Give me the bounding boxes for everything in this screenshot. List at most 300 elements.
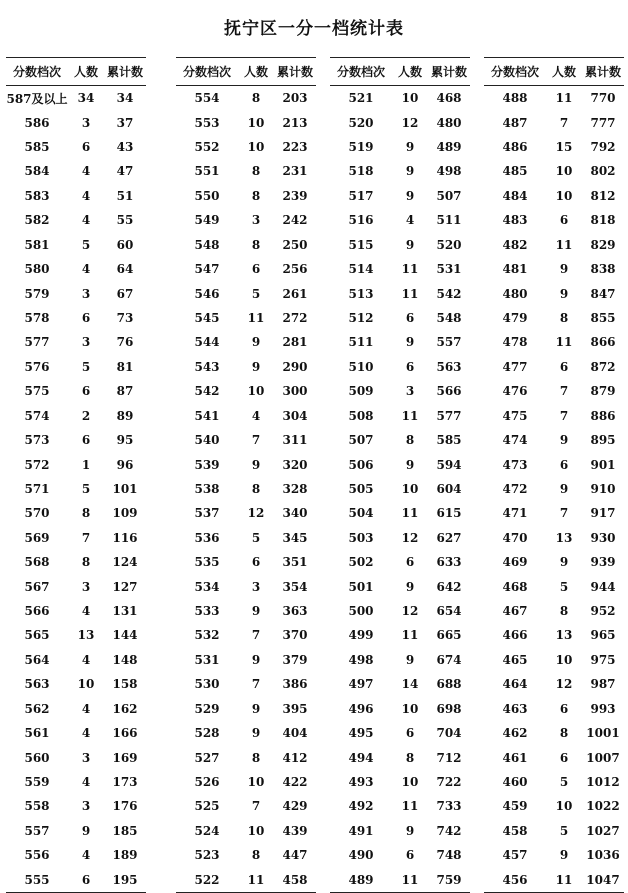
score-cell: 471	[502, 506, 528, 521]
cumulative-cell: 185	[112, 823, 138, 838]
cumulative-cell: 213	[282, 115, 308, 130]
table-row	[6, 159, 146, 183]
score-cell: 481	[502, 262, 528, 277]
cumulative-cell: 594	[436, 457, 462, 472]
score-cell: 473	[502, 457, 528, 472]
table-row	[176, 257, 316, 281]
count-cell: 3	[81, 750, 91, 765]
score-cell: 487	[502, 115, 528, 130]
score-cell: 573	[24, 433, 50, 448]
score-cell: 587及以上	[6, 91, 68, 106]
count-cell: 8	[251, 91, 261, 106]
count-cell: 10	[555, 652, 573, 667]
cumulative-cell: 176	[112, 799, 138, 814]
cumulative-cell: 256	[282, 262, 308, 277]
cumulative-cell: 1022	[586, 799, 620, 814]
score-cell: 492	[348, 799, 374, 814]
table-row	[484, 281, 624, 305]
cumulative-cell: 1047	[582, 868, 624, 893]
score-cell: 504	[348, 506, 374, 521]
cumulative-cell: 930	[590, 530, 616, 545]
score-cell: 581	[24, 237, 50, 252]
cumulative-cell: 231	[282, 164, 308, 179]
score-cell: 552	[194, 140, 220, 155]
score-cell: 576	[24, 359, 50, 374]
score-cell: 544	[194, 335, 220, 350]
table-row	[6, 794, 146, 818]
table-row	[330, 868, 470, 893]
cumulative-cell: 812	[590, 188, 616, 203]
table-row	[330, 379, 470, 403]
count-cell: 6	[559, 359, 569, 374]
count-cell: 7	[251, 677, 261, 692]
count-cell: 5	[559, 775, 569, 790]
cumulative-cell: 802	[590, 164, 616, 179]
score-cell: 523	[194, 848, 220, 863]
score-cell: 557	[24, 823, 50, 838]
cumulative-cell: 203	[282, 91, 308, 106]
table-row	[6, 355, 146, 379]
table-row	[6, 745, 146, 769]
cumulative-cell: 829	[590, 237, 616, 252]
score-cell: 580	[24, 262, 50, 277]
count-cell: 9	[405, 237, 415, 252]
count-cell: 15	[555, 140, 573, 155]
table-row	[484, 159, 624, 183]
header-score-band: 分数档次	[6, 58, 68, 86]
table-row	[484, 501, 624, 525]
score-cell: 537	[194, 506, 220, 521]
count-cell: 3	[81, 335, 91, 350]
count-cell: 6	[405, 848, 415, 863]
count-cell: 10	[247, 823, 265, 838]
cumulative-cell: 354	[282, 579, 308, 594]
cumulative-cell: 429	[282, 799, 308, 814]
score-cell: 535	[194, 555, 220, 570]
cumulative-cell: 144	[112, 628, 138, 643]
table-row	[6, 819, 146, 843]
count-cell: 8	[251, 848, 261, 863]
count-cell: 6	[81, 384, 91, 399]
table-row	[176, 281, 316, 305]
score-cell: 516	[348, 213, 374, 228]
cumulative-cell: 489	[436, 140, 462, 155]
score-cell: 477	[502, 359, 528, 374]
table-row	[484, 599, 624, 623]
table-row	[6, 184, 146, 208]
cumulative-cell: 520	[436, 237, 462, 252]
count-cell: 9	[405, 335, 415, 350]
table-row	[6, 550, 146, 574]
cumulative-cell: 47	[116, 164, 134, 179]
table-row	[6, 868, 146, 893]
cumulative-cell: 290	[282, 359, 308, 374]
count-cell: 5	[81, 237, 91, 252]
table-row	[330, 770, 470, 794]
score-cell: 499	[348, 628, 374, 643]
score-cell: 586	[24, 115, 50, 130]
count-cell: 9	[251, 359, 261, 374]
table-row	[6, 379, 146, 403]
score-cell: 458	[502, 823, 528, 838]
table-header-row	[330, 58, 470, 86]
count-cell: 4	[81, 164, 91, 179]
table-row	[6, 233, 146, 257]
cumulative-cell: 901	[590, 457, 616, 472]
count-cell: 11	[555, 237, 573, 252]
count-cell: 9	[405, 457, 415, 472]
count-cell: 10	[401, 701, 419, 716]
cumulative-cell: 95	[116, 433, 134, 448]
count-cell: 6	[405, 359, 415, 374]
table-row	[330, 574, 470, 598]
count-cell: 13	[555, 628, 573, 643]
count-cell: 9	[559, 555, 569, 570]
score-cell: 482	[502, 237, 528, 252]
cumulative-cell: 422	[282, 775, 308, 790]
count-cell: 8	[81, 555, 91, 570]
score-cell: 584	[24, 164, 50, 179]
table-row	[176, 208, 316, 232]
table-row	[330, 306, 470, 330]
table-row	[176, 819, 316, 843]
count-cell: 9	[405, 164, 415, 179]
cumulative-cell: 838	[590, 262, 616, 277]
count-cell: 6	[405, 726, 415, 741]
cumulative-cell: 704	[436, 726, 462, 741]
score-cell: 562	[24, 701, 50, 716]
score-cell: 517	[348, 188, 374, 203]
count-cell: 13	[77, 628, 95, 643]
count-cell: 10	[401, 775, 419, 790]
score-cell: 505	[348, 481, 374, 496]
score-cell: 512	[348, 311, 374, 325]
score-cell: 503	[348, 530, 374, 545]
count-cell: 8	[251, 164, 261, 179]
score-cell: 490	[348, 848, 374, 863]
score-cell: 559	[24, 775, 50, 790]
score-cell: 547	[194, 262, 220, 277]
score-cell: 567	[24, 579, 50, 594]
table-row	[484, 745, 624, 769]
score-cell: 484	[502, 188, 528, 203]
cumulative-cell: 498	[436, 164, 462, 179]
table-row	[6, 281, 146, 305]
table-row	[330, 403, 470, 427]
count-cell: 3	[81, 286, 91, 301]
score-table-4	[484, 57, 624, 893]
score-cell: 456	[484, 868, 546, 893]
cumulative-cell: 109	[112, 506, 138, 521]
score-cell: 485	[502, 164, 528, 179]
score-cell: 518	[348, 164, 374, 179]
table-row	[176, 159, 316, 183]
table-row	[484, 697, 624, 721]
score-cell: 488	[502, 91, 528, 106]
count-cell: 10	[247, 384, 265, 399]
table-row	[176, 672, 316, 696]
score-cell: 568	[24, 555, 50, 570]
table-row	[484, 574, 624, 598]
count-cell: 12	[401, 530, 419, 545]
count-cell: 3	[405, 384, 415, 399]
score-cell: 507	[348, 433, 374, 448]
cumulative-cell: 507	[436, 188, 462, 203]
score-cell: 497	[348, 677, 374, 692]
cumulative-cell: 1027	[586, 823, 620, 838]
score-cell: 491	[348, 823, 374, 838]
count-cell: 8	[251, 481, 261, 496]
count-cell: 11	[247, 311, 265, 325]
score-cell: 495	[348, 726, 374, 741]
cumulative-cell: 195	[104, 868, 146, 893]
count-cell: 6	[559, 701, 569, 716]
table-row	[176, 770, 316, 794]
count-cell: 9	[251, 457, 261, 472]
score-cell: 543	[194, 359, 220, 374]
score-cell: 519	[348, 140, 374, 155]
score-cell: 560	[24, 750, 50, 765]
table-row	[176, 599, 316, 623]
cumulative-cell: 777	[590, 115, 616, 130]
count-cell: 5	[81, 359, 91, 374]
count-cell: 13	[555, 530, 573, 545]
cumulative-cell: 939	[590, 555, 616, 570]
count-cell: 9	[559, 848, 569, 863]
count-cell: 5	[251, 286, 261, 301]
cumulative-cell: 1036	[586, 848, 620, 863]
cumulative-cell: 548	[436, 311, 462, 325]
header-count: 人数	[546, 58, 582, 86]
cumulative-cell: 698	[436, 701, 462, 716]
cumulative-cell: 975	[590, 652, 616, 667]
table-row	[6, 526, 146, 550]
score-cell: 570	[24, 506, 50, 521]
table-row	[176, 574, 316, 598]
score-cell: 478	[502, 335, 528, 350]
table-row	[6, 86, 146, 111]
table-row	[484, 623, 624, 647]
cumulative-cell: 370	[282, 628, 308, 643]
score-cell: 466	[502, 628, 528, 643]
cumulative-cell: 585	[436, 433, 462, 448]
score-cell: 479	[502, 311, 528, 325]
count-cell: 2	[81, 408, 91, 423]
count-cell: 11	[401, 408, 419, 423]
table-row	[330, 526, 470, 550]
count-cell: 6	[559, 213, 569, 228]
table-row	[6, 672, 146, 696]
cumulative-cell: 665	[436, 628, 462, 643]
score-cell: 528	[194, 726, 220, 741]
cumulative-cell: 604	[436, 481, 462, 496]
score-cell: 539	[194, 457, 220, 472]
cumulative-cell: 674	[436, 652, 462, 667]
cumulative-cell: 1001	[586, 726, 620, 741]
score-cell: 474	[502, 433, 528, 448]
count-cell: 8	[559, 311, 569, 325]
table-row	[176, 184, 316, 208]
count-cell: 7	[81, 530, 91, 545]
count-cell: 6	[81, 433, 91, 448]
table-row	[176, 794, 316, 818]
table-row	[484, 721, 624, 745]
cumulative-cell: 67	[116, 286, 134, 301]
table-row	[6, 843, 146, 867]
score-cell: 476	[502, 384, 528, 399]
cumulative-cell: 759	[428, 868, 470, 893]
count-cell: 7	[559, 408, 569, 423]
count-cell: 9	[405, 579, 415, 594]
score-cell: 531	[194, 652, 220, 667]
score-cell: 514	[348, 262, 374, 277]
count-cell: 12	[555, 677, 573, 692]
table-row	[176, 697, 316, 721]
count-cell: 14	[401, 677, 419, 692]
score-cell: 530	[194, 677, 220, 692]
score-cell: 469	[502, 555, 528, 570]
count-cell: 9	[405, 652, 415, 667]
score-cell: 548	[194, 237, 220, 252]
count-cell: 11	[555, 335, 573, 350]
cumulative-cell: 43	[116, 140, 134, 155]
score-cell: 538	[194, 481, 220, 496]
cumulative-cell: 37	[116, 115, 134, 130]
cumulative-cell: 542	[436, 286, 462, 301]
count-cell: 4	[81, 188, 91, 203]
count-cell: 5	[559, 579, 569, 594]
score-cell: 525	[194, 799, 220, 814]
score-cell: 572	[24, 457, 50, 472]
table-row	[176, 233, 316, 257]
header-cumulative: 累计数	[104, 58, 146, 86]
table-row	[484, 110, 624, 134]
cumulative-cell: 458	[274, 868, 316, 893]
table-row	[6, 306, 146, 330]
score-cell: 563	[24, 677, 50, 692]
table-row	[484, 379, 624, 403]
table-row	[330, 110, 470, 134]
table-row	[176, 355, 316, 379]
cumulative-cell: 847	[590, 286, 616, 301]
score-cell: 483	[502, 213, 528, 228]
count-cell: 10	[247, 115, 265, 130]
score-cell: 508	[348, 408, 374, 423]
score-cell: 494	[348, 750, 374, 765]
table-row	[330, 233, 470, 257]
table-row	[330, 184, 470, 208]
cumulative-cell: 722	[436, 775, 462, 790]
table-row	[330, 330, 470, 354]
cumulative-cell: 577	[436, 408, 462, 423]
cumulative-cell: 81	[116, 359, 134, 374]
cumulative-cell: 320	[282, 457, 308, 472]
cumulative-cell: 124	[112, 555, 138, 570]
table-header-row	[6, 58, 146, 86]
table-header-row	[176, 58, 316, 86]
table-row	[176, 843, 316, 867]
count-cell: 12	[247, 506, 265, 521]
header-count: 人数	[68, 58, 104, 86]
table-row	[6, 770, 146, 794]
score-cell: 500	[348, 604, 374, 619]
score-cell: 461	[502, 750, 528, 765]
table-row	[484, 86, 624, 111]
cumulative-cell: 818	[590, 213, 616, 228]
table-row	[330, 794, 470, 818]
score-cell: 585	[24, 140, 50, 155]
count-cell: 9	[405, 823, 415, 838]
cumulative-cell: 615	[436, 506, 462, 521]
score-cell: 480	[502, 286, 528, 301]
count-cell: 8	[559, 726, 569, 741]
table-row	[176, 721, 316, 745]
count-cell: 4	[81, 726, 91, 741]
cumulative-cell: 712	[436, 750, 462, 765]
score-cell: 527	[194, 750, 220, 765]
count-cell: 10	[247, 140, 265, 155]
count-cell: 7	[559, 115, 569, 130]
table-row	[484, 306, 624, 330]
score-table-1	[6, 57, 146, 893]
table-row	[330, 623, 470, 647]
count-cell: 10	[401, 91, 419, 106]
table-row	[330, 501, 470, 525]
table-row	[6, 697, 146, 721]
score-cell: 475	[502, 408, 528, 423]
count-cell: 10	[247, 775, 265, 790]
score-cell: 566	[24, 604, 50, 619]
cumulative-cell: 447	[282, 848, 308, 863]
cumulative-cell: 468	[436, 91, 462, 106]
table-row	[176, 428, 316, 452]
score-cell: 532	[194, 628, 220, 643]
score-cell: 550	[194, 188, 220, 203]
count-cell: 7	[251, 799, 261, 814]
count-cell: 6	[251, 262, 261, 277]
cumulative-cell: 304	[282, 408, 308, 423]
score-cell: 571	[24, 481, 50, 496]
count-cell: 9	[559, 286, 569, 301]
cumulative-cell: 51	[116, 188, 134, 203]
count-cell: 11	[238, 868, 274, 893]
cumulative-cell: 386	[282, 677, 308, 692]
count-cell: 11	[555, 91, 573, 106]
count-cell: 3	[81, 579, 91, 594]
header-score-band: 分数档次	[176, 58, 238, 86]
score-cell: 486	[502, 140, 528, 155]
score-cell: 510	[348, 359, 374, 374]
table-row	[484, 403, 624, 427]
cumulative-cell: 272	[282, 311, 308, 325]
table-row	[330, 159, 470, 183]
cumulative-cell: 242	[282, 213, 308, 228]
cumulative-cell: 363	[282, 604, 308, 619]
count-cell: 9	[405, 188, 415, 203]
cumulative-cell: 89	[116, 408, 134, 423]
table-row	[330, 452, 470, 476]
cumulative-cell: 566	[436, 384, 462, 399]
count-cell: 5	[559, 823, 569, 838]
score-table-2	[176, 57, 316, 893]
score-cell: 564	[24, 652, 50, 667]
cumulative-cell: 261	[282, 286, 308, 301]
score-cell: 542	[194, 384, 220, 399]
cumulative-cell: 166	[112, 726, 138, 741]
score-cell: 529	[194, 701, 220, 716]
table-row	[176, 110, 316, 134]
cumulative-cell: 412	[282, 750, 308, 765]
